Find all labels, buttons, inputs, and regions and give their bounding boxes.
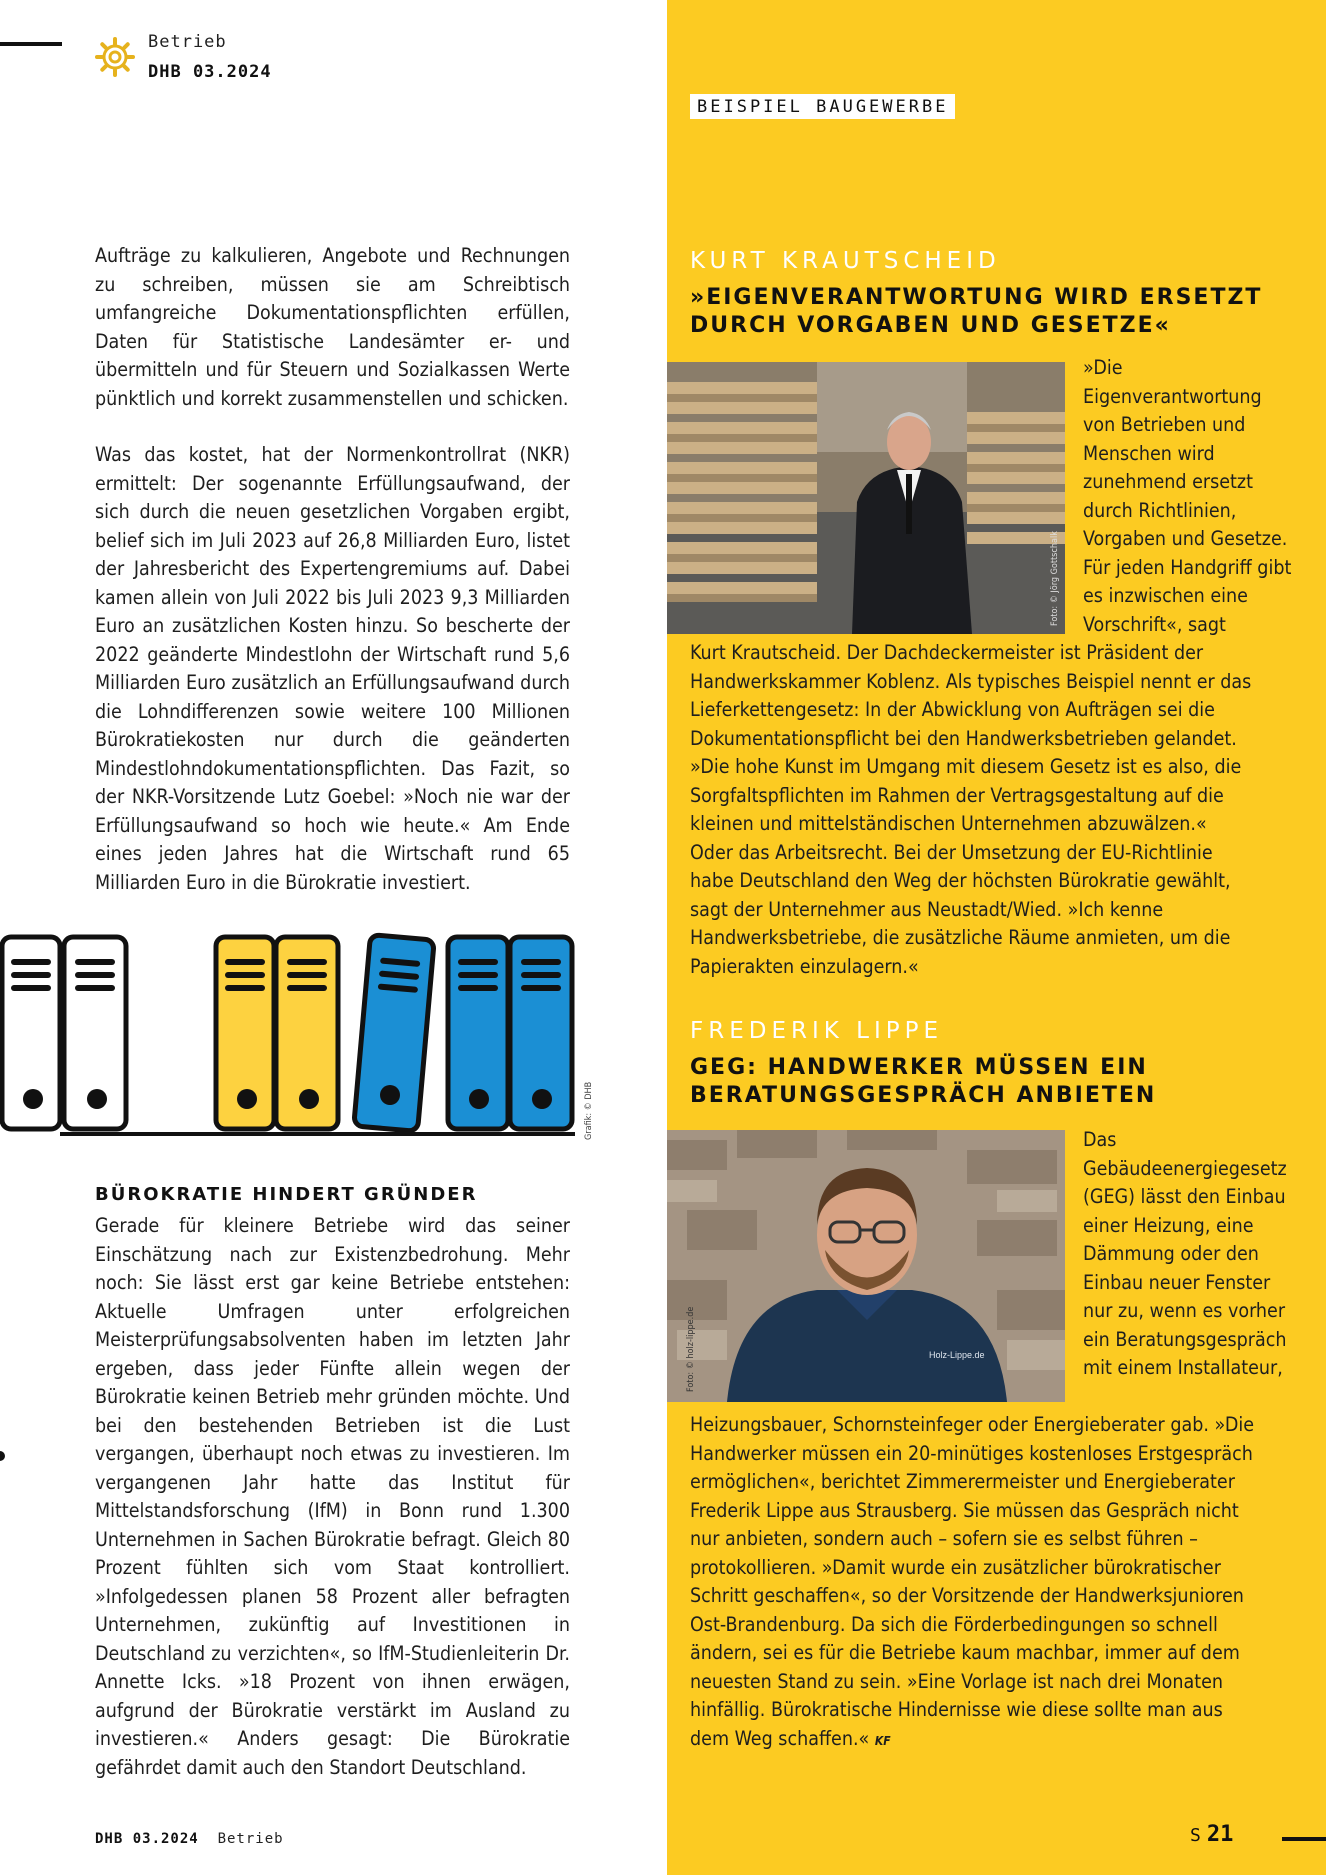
header-issue: DHB 03.2024	[148, 62, 272, 82]
story1-person-name: KURT KRAUTSCHEID	[690, 248, 1001, 274]
story2-float-text: Das Gebäudeenergiegesetz (GEG) lässt den Einbau einer Heizung, eine Dämmung oder den Einbau neuer Fenster nur zu, wenn es vorher ein Beratungsgespräch mit einem Installateur,	[1083, 1128, 1287, 1379]
footer-section: Betrieb	[217, 1831, 284, 1847]
story2-body-text: Heizungsbauer, Schornsteinfeger oder Energieberater gab. »Die Handwerker müssen ein 20-minütiges kostenloses Erstgespräch ermöglichen«, berichtet Zimmerermeister und Energieberater Frederik Lippe aus Strausberg. Sie müssen das Gespräch nicht nur anbieten, sondern auch – sofern sie es selbst führen – protokollieren. »Damit wurde ein zusätzlicher bürokratischer Schritt geschaffen«, so der Vorsitzende der Handwerksjunioren Ost-Brandenburg. Da sich die Förderbedingungen so schnell ändern, sei es für die Betriebe kaum machbar, immer auf dem neuesten Stand zu sein. »Eine Vorlage ist nach drei Monaten hinfällig. Bürokratische Hindernisse wie diese sollte man aus dem Weg schaffen.«	[690, 1413, 1255, 1750]
author-initials: KF	[874, 1733, 891, 1748]
story2-photo	[667, 1130, 1065, 1402]
left-paragraph-2: Was das kostet, hat der Normenkontrollrat (NKR) ermittelt: Der sogenannte Erfüllungsaufwand, der sich durch die neuen gesetzlichen Vorgaben ergibt, belief sich im Juli 2023 auf 26,8 Milliarden Euro, listet der Jahresbericht des Expertengremiums auf. Dabei kamen allein von Juli 2022 bis Juli 2023 9,3 Milliarden Euro an zusätzlichen Kosten hinzu. So bescherte der 2022 geänderte Mindestlohn der Wirtschaft rund 5,6 Milliarden Euro zusätzlich an Erfüllungsaufwand durch die Lohndifferenzen sowie weitere 100 Millionen Bürokratiekosten nur durch die geänderten Mindestlohndokumentationspflichten. Das Fazit, so der NKR-Vorsitzende Lutz Goebel: »Noch nie war der Erfüllungsaufwand so hoch wie heute.« Am Ende eines jeden Jahres hat die Wirtschaft rund 65 Milliarden Euro in die Bürokratie investiert.	[95, 443, 570, 894]
story2-body	[690, 1411, 1255, 1755]
lippe-portrait	[667, 1130, 1065, 1402]
edge-marker	[0, 1451, 5, 1461]
gear-icon	[94, 36, 136, 78]
story2-person-name: FREDERIK LIPPE	[690, 1018, 944, 1044]
left-paragraph-1: Aufträge zu kalkulieren, Angebote und Rechnungen zu schreiben, müssen sie am Schreibtisch umfangreiche Dokumentationspflichten erfüllen, Daten für Statistische Landesämter er- und übermitteln und für Steuern und Sozialkassen Werte pünktlich und korrekt zusammenstellen und schicken.	[95, 244, 570, 410]
header-rule	[0, 42, 62, 46]
footer-left	[95, 1831, 284, 1847]
left-paragraph-3: Gerade für kleinere Betriebe wird das seiner Einschätzung nach zur Existenzbedrohung. Mehr noch: Sie lässt erst gar keine Betriebe entstehen: Aktuelle Umfragen unter erfolgreichen Meisterprüfungsabsolventen haben im letzten Jahr ergeben, dass jeder Fünfte allein wegen der Bürokratie keinen Betrieb mehr gründen möchte. Und bei den bestehenden Betrieben ist die Lust vergangen, überhaupt noch etwas zu investieren. Im vergangenen Jahr hatte das Institut für Mittelstandsforschung (IfM) in Bonn rund 1.300 Unternehmen in Sachen Bürokratie befragt. Gleich 80 Prozent fühlten sich vom Staat kontrolliert. »Infolgedessen planen 58 Prozent aller befragten Unternehmen, zukünftig auf Investitionen in Deutschland zu verzichten«, so IfM-Studienleiterin Dr. Annette Icks. »18 Prozent von ihnen erwägen, aufgrund der Bürokratie verstärkt im Ausland zu investieren.« Anders gesagt: Die Bürokratie gefährdet damit auch den Standort Deutschland.	[95, 1214, 570, 1779]
footer-issue: DHB 03.2024	[95, 1831, 199, 1847]
story1-photo	[667, 362, 1065, 634]
footer-page	[1190, 1822, 1233, 1847]
header-section: Betrieb	[148, 32, 227, 52]
shirt-logo: Holz-Lippe.de	[929, 1350, 985, 1360]
footer-page-number: 21	[1206, 1822, 1234, 1847]
story2-photo-credit: Foto: © holz-lippe.de	[686, 1306, 696, 1392]
krautscheid-portrait	[667, 362, 1065, 634]
section-label: BEISPIEL BAUGEWERBE	[690, 94, 955, 119]
story2-headline: GEG: HANDWERKER MÜSSEN EIN BERATUNGSGESPRÄCH ANBIETEN	[690, 1055, 1157, 1108]
footer-page-prefix: S	[1190, 1825, 1201, 1846]
binders-illustration	[0, 925, 585, 1145]
story1-float-text: »Die Eigenverantwortung von Betrieben und Menschen wird zunehmend ersetzt durch Richtlinien, Vorgaben und Gesetze. Für jeden Handgriff gibt es inzwischen eine Vorschrift«, sagt	[1083, 356, 1292, 636]
story1-headline: »EIGENVERANTWORTUNG WIRD ERSETZT DURCH VORGABEN UND GESETZE«	[690, 285, 1263, 338]
story1-photo-credit: Foto: © Jörg Gottschalk	[1050, 531, 1060, 626]
footer-rule	[1282, 1837, 1326, 1841]
left-subheading: BÜROKRATIE HINDERT GRÜNDER	[95, 1184, 478, 1205]
story1-body: Kurt Krautscheid. Der Dachdeckermeister ist Präsident der Handwerkskammer Koblenz. Als typisches Beispiel nennt er das Lieferkettengesetz: In der Abwicklung von Aufträgen sei die Dokumentationspflicht bei den Handwerksbetrieben gelandet. »Die hohe Kunst im Umgang mit diesem Gesetz ist es also, die Sorgfaltspflichten im Rahmen der Vertragsgestaltung auf die kleinen und mittelständischen Unternehmen abzuwälzen.« Oder das Arbeitsrecht. Bei der Umsetzung der EU-Richtlinie habe Deutschland den Weg der höchsten Bürokratie gewählt, sagt der Unternehmer aus Neustadt/Wied. »Ich kenne Handwerksbetriebe, die zusätzliche Räume anmieten, um die Papierakten einzulagern.«	[690, 641, 1252, 978]
graphic-credit: Grafik: © DHB	[584, 1081, 594, 1140]
